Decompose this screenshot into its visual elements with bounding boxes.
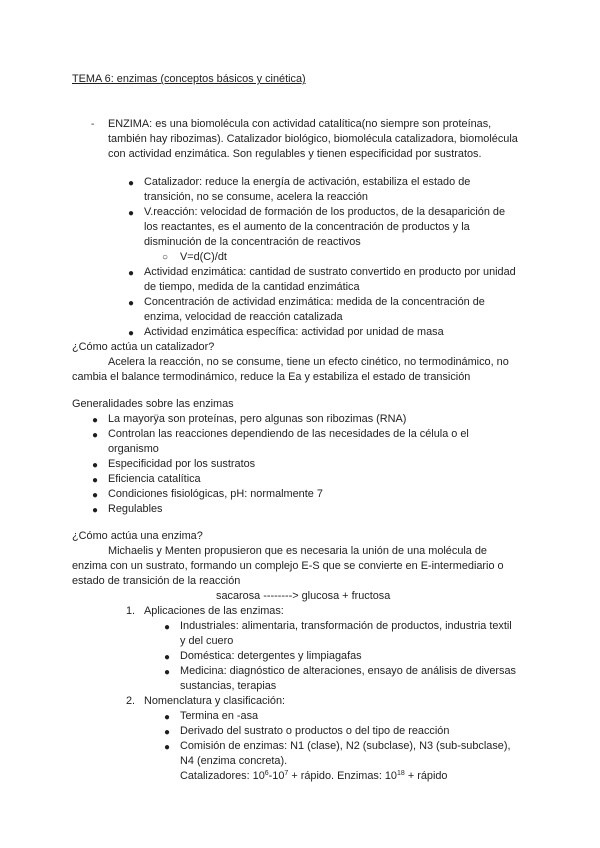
bullet-icon: ●: [164, 712, 171, 723]
bullet-icon: ●: [92, 430, 99, 441]
aplicaciones-item: Industriales: alimentaria, transformación de productos, industria textil: [180, 620, 512, 632]
generalidades-item: Regulables: [108, 503, 163, 515]
bullet-icon: ●: [164, 667, 171, 678]
catalizador-answer-line: cambia el balance termodinámico, reduce la Ea y estabiliza el estado de transición: [72, 371, 471, 383]
enzima-definition-line: también hay ribozimas). Catalizador biológico, biomolécula catalizadora, biomolécula: [108, 133, 518, 145]
bullet-icon: ●: [128, 208, 135, 219]
concept-line: Actividad enzimática específica: actividad por unidad de masa: [144, 326, 444, 338]
concept-subitem: V=d(C)/dt: [180, 251, 227, 263]
concept-line: enzima, velocidad de reacción catalizada: [144, 311, 343, 323]
generalidades-item: Controlan las reacciones dependiendo de las necesidades de la célula o el: [108, 428, 469, 440]
page-title: TEMA 6: enzimas (conceptos básicos y cinética): [72, 73, 306, 85]
bullet-icon: ●: [92, 460, 99, 471]
rates-text: + rápido. Enzimas: 10: [288, 770, 397, 782]
enzima-answer-line: estado de transición de la reacción: [72, 575, 241, 587]
nomenclatura-heading: Nomenclatura y clasificación:: [144, 695, 286, 707]
bullet-icon: ●: [92, 505, 99, 516]
nomenclatura-item: Termina en -asa: [180, 710, 259, 722]
reaction-equation: sacarosa --------> glucosa + fructosa: [216, 590, 391, 602]
generalidades-item: Especificidad por los sustratos: [108, 458, 256, 470]
bullet-icon: ●: [164, 742, 171, 753]
circle-bullet-icon: ○: [162, 252, 169, 263]
enzima-definition-line: ENZIMA: es una biomolécula con actividad catalítica(no siempre son proteínas,: [108, 118, 492, 130]
rates-exponent: 6: [264, 770, 269, 777]
bullet-icon: ●: [164, 622, 171, 633]
list-number: 2.: [126, 695, 136, 707]
bullet-icon: ●: [164, 652, 171, 663]
generalidades-item: La mayorÿa son proteínas, pero algunas son ribozimas (RNA): [108, 413, 407, 425]
aplicaciones-item: Medicina: diagnóstico de alteraciones, ensayo de análisis de diversas: [180, 665, 516, 677]
bullet-icon: ●: [128, 178, 135, 189]
generalidades-item: Eficiencia catalítica: [108, 473, 201, 485]
enzima-answer-line: Michaelis y Menten propusieron que es necesaria la unión de una molécula de: [108, 545, 487, 557]
aplicaciones-item: Doméstica: detergentes y limpiagafas: [180, 650, 362, 662]
concept-line: los reactantes, es el aumento de la concentración de productos y la: [144, 221, 470, 233]
dash-marker: -: [91, 119, 95, 130]
generalidades-item: organismo: [108, 443, 159, 455]
concept-line: V.reacción: velocidad de formación de los productos, de la desaparición de: [144, 206, 506, 218]
rates-text: -10: [268, 770, 285, 782]
concept-line: de tiempo, medida de la cantidad enzimática: [144, 281, 360, 293]
nomenclatura-item: N4 (enzima concreta).: [180, 755, 288, 767]
nomenclatura-item: Comisión de enzimas: N1 (clase), N2 (subclase), N3 (sub-subclase),: [180, 740, 511, 752]
enzima-definition-line: con actividad enzimática. Son regulables y tienen especificidad por sustratos.: [108, 148, 482, 160]
aplicaciones-heading: Aplicaciones de las enzimas:: [144, 605, 284, 617]
list-number: 1.: [126, 605, 136, 617]
rates-text: Catalizadores: 10: [180, 770, 265, 782]
enzima-question: ¿Cómo actúa una enzima?: [72, 530, 203, 542]
concept-line: transición, no se consume, acelera la reacción: [144, 191, 368, 203]
catalizador-question: ¿Cómo actúa un catalizador?: [72, 341, 215, 353]
generalidades-item: Condiciones fisiológicas, pH: normalmente 7: [108, 488, 323, 500]
rates-line: [180, 769, 447, 784]
bullet-icon: ●: [128, 298, 135, 309]
concept-line: disminución de la concentración de reactivos: [144, 236, 361, 248]
bullet-icon: ●: [128, 268, 135, 279]
rates-exponent: 18: [397, 770, 405, 777]
aplicaciones-item: y del cuero: [180, 635, 234, 647]
concept-line: Catalizador: reduce la energía de activación, estabiliza el estado de: [144, 176, 471, 188]
rates-text: + rápido: [404, 770, 448, 782]
generalidades-heading: Generalidades sobre las enzimas: [72, 398, 234, 410]
bullet-icon: ●: [128, 328, 135, 339]
aplicaciones-item: sustancias, terapias: [180, 680, 277, 692]
bullet-icon: ●: [92, 415, 99, 426]
bullet-icon: ●: [164, 727, 171, 738]
catalizador-answer-line: Acelera la reacción, no se consume, tiene un efecto cinético, no termodinámico, no: [108, 356, 509, 368]
rates-exponent: 7: [284, 770, 289, 777]
concept-line: Concentración de actividad enzimática: medida de la concentración de: [144, 296, 485, 308]
bullet-icon: ●: [92, 475, 99, 486]
bullet-icon: ●: [92, 490, 99, 501]
enzima-answer-line: enzima con un sustrato, formando un complejo E-S que se convierte en E-intermediario o: [72, 560, 504, 572]
nomenclatura-item: Derivado del sustrato o productos o del tipo de reacción: [180, 725, 450, 737]
concept-line: Actividad enzimática: cantidad de sustrato convertido en producto por unidad: [144, 266, 516, 278]
